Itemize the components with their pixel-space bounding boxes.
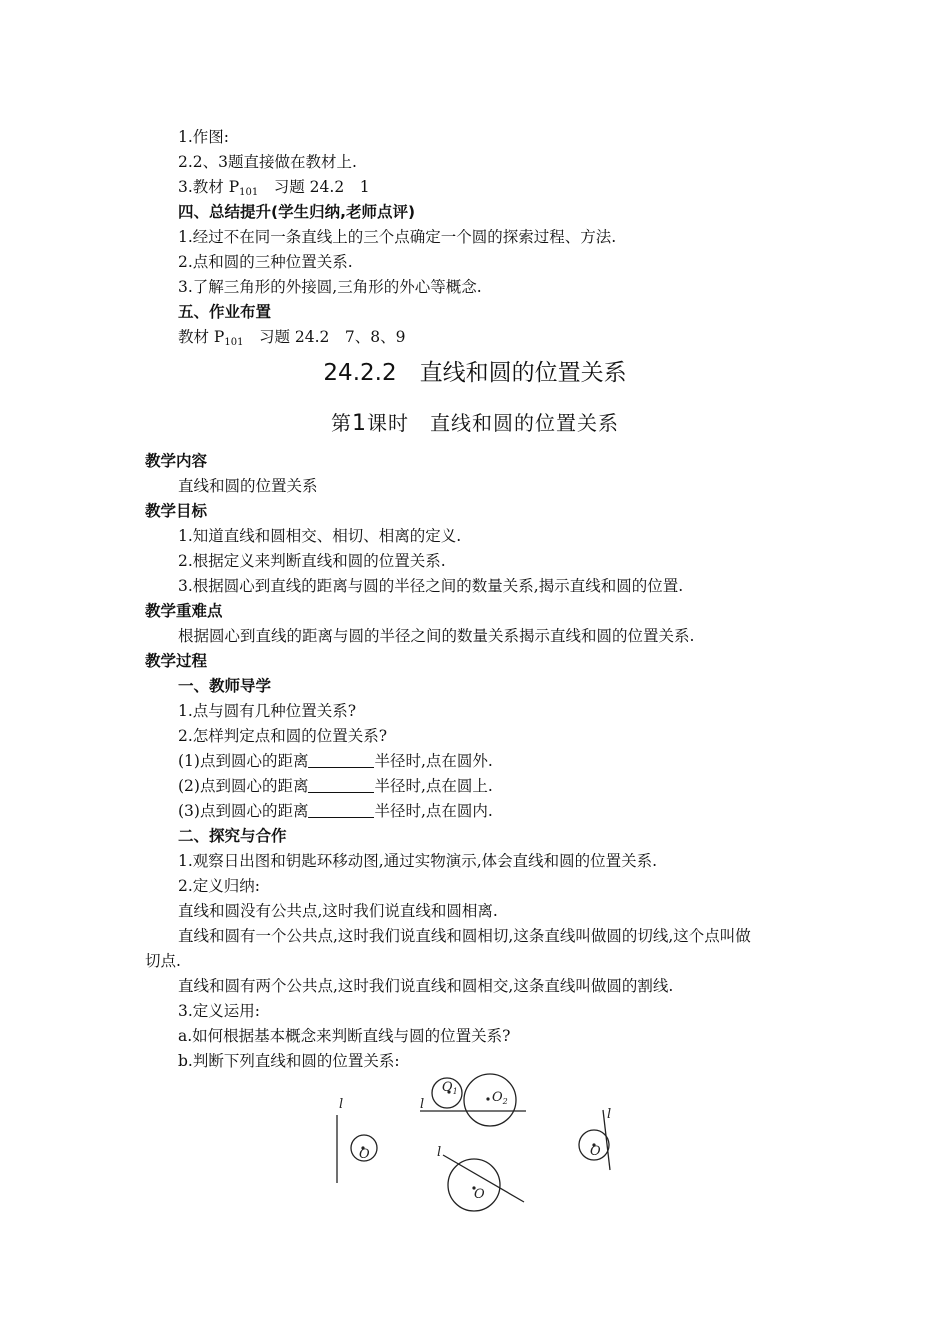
text-fragment: (2)点到圆心的距离 — [178, 777, 309, 795]
heading-key-points: 教学重难点 — [145, 602, 223, 620]
label-o1-main: O — [442, 1080, 453, 1095]
text-fragment: 3.教材 P — [178, 178, 240, 196]
label-o2 — [492, 1090, 508, 1106]
key-points-text: 根据圆心到直线的距离与圆的半径之间的数量关系揭示直线和圆的位置关系. — [178, 627, 695, 645]
lesson-number: 1 — [352, 411, 367, 436]
summary-item-3: 3.了解三角形的外接圆,三角形的外心等概念. — [178, 278, 482, 296]
heading-process: 教学过程 — [145, 652, 208, 670]
label-o1 — [442, 1080, 458, 1096]
page-subscript: 101 — [224, 337, 244, 348]
goal-3: 3.根据圆心到直线的距离与圆的半径之间的数量关系,揭示直线和圆的位置. — [178, 577, 684, 595]
label-o2-main: O — [492, 1090, 503, 1105]
definition-secant: 直线和圆有两个公共点,这时我们说直线和圆相交,这条直线叫做圆的割线. — [178, 977, 674, 995]
label-o-1: O — [359, 1147, 370, 1162]
question-1: 1.点与圆有几种位置关系? — [178, 702, 357, 720]
text-fragment: 习题 24.2 7、8、9 — [243, 328, 406, 346]
heading-teacher-guide: 一、教师导学 — [178, 677, 272, 695]
circle-3 — [448, 1159, 500, 1211]
text-fragment: (3)点到圆心的距离 — [178, 802, 309, 820]
line-draw: 1.作图: — [178, 128, 230, 146]
label-o-3: O — [474, 1187, 485, 1202]
text-fragment: 习题 24.2 1 — [258, 178, 370, 196]
page-subscript: 101 — [239, 187, 259, 198]
definition-tangent: 直线和圆有一个公共点,这时我们说直线和圆相切,这条直线叫做圆的切线,这个点叫做 — [178, 927, 751, 945]
text-fragment: 半径时,点在圆内. — [374, 802, 493, 820]
summary-item-1: 1.经过不在同一条直线上的三个点确定一个圆的探索过程、方法. — [178, 228, 617, 246]
heading-homework: 五、作业布置 — [178, 303, 272, 321]
label-l-3: l — [437, 1145, 442, 1160]
goal-1: 1.知道直线和圆相交、相切、相离的定义. — [178, 527, 462, 545]
heading-goals: 教学目标 — [145, 502, 208, 520]
label-o-4: O — [590, 1144, 601, 1159]
explore-3b: b.判断下列直线和圆的位置关系: — [178, 1052, 400, 1070]
text-fragment: 第 — [331, 411, 352, 435]
label-o2-sub: 2 — [502, 1097, 508, 1106]
definition-separate: 直线和圆没有公共点,这时我们说直线和圆相离. — [178, 902, 498, 920]
explore-3a: a.如何根据基本概念来判断直线与圆的位置关系? — [178, 1027, 511, 1045]
line-textbook-2-3: 2.2、3题直接做在教材上. — [178, 153, 357, 171]
label-l-2: l — [420, 1097, 425, 1112]
label-o1-sub: 1 — [452, 1087, 458, 1096]
heading-explore: 二、探究与合作 — [178, 827, 287, 845]
text-fragment: 教材 P — [178, 328, 225, 346]
goal-2: 2.根据定义来判断直线和圆的位置关系. — [178, 552, 446, 570]
heading-content: 教学内容 — [145, 452, 208, 470]
text-fragment: 半径时,点在圆外. — [374, 752, 493, 770]
center-dot-o2 — [486, 1097, 489, 1100]
question-2: 2.怎样判定点和圆的位置关系? — [178, 727, 388, 745]
definition-tangent-cont: 切点. — [145, 952, 181, 970]
explore-1: 1.观察日出图和钥匙环移动图,通过实物演示,体会直线和圆的位置关系. — [178, 852, 658, 870]
summary-item-2: 2.点和圆的三种位置关系. — [178, 253, 353, 271]
text-fragment: 半径时,点在圆上. — [374, 777, 493, 795]
explore-3: 3.定义运用: — [178, 1002, 261, 1020]
explore-2: 2.定义归纳: — [178, 877, 261, 895]
circle-o2 — [464, 1074, 516, 1126]
section-title: 24.2.2 直线和圆的位置关系 — [323, 360, 627, 386]
label-l-4: l — [607, 1107, 612, 1122]
text-fragment: 课时 直线和圆的位置关系 — [367, 411, 619, 435]
text-fragment: (1)点到圆心的距离 — [178, 752, 309, 770]
label-l-1: l — [339, 1097, 344, 1112]
content-text: 直线和圆的位置关系 — [178, 477, 318, 495]
heading-summary: 四、总结提升(学生归纳,老师点评) — [178, 203, 416, 221]
